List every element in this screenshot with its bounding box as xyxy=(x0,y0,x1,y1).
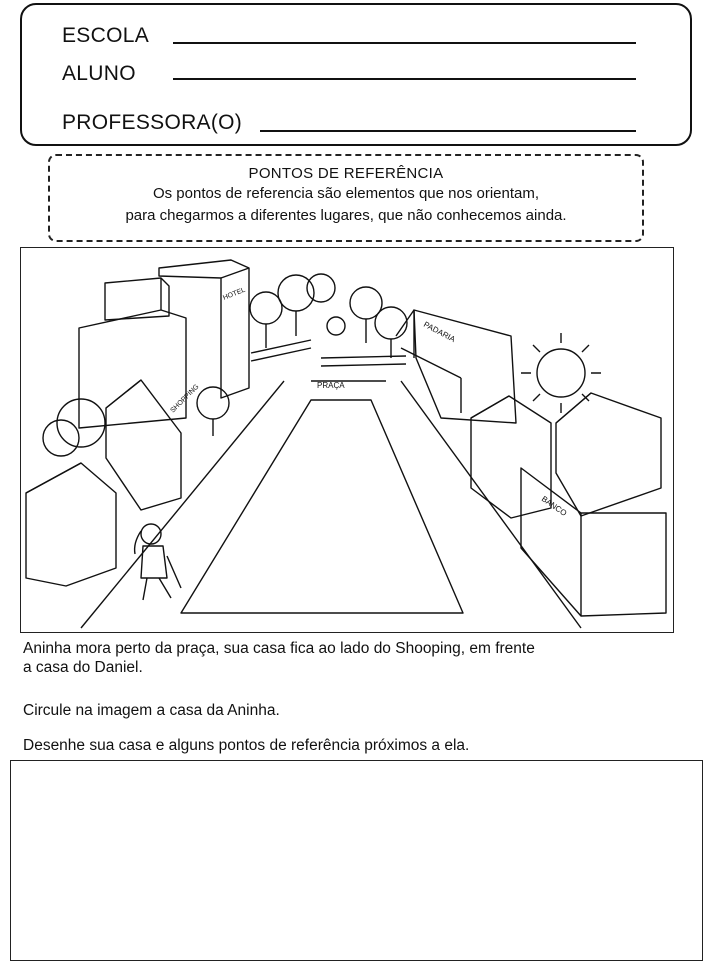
student-line[interactable] xyxy=(173,78,636,80)
plaza xyxy=(181,400,463,613)
label-banco: BANCO xyxy=(539,494,569,518)
info-line-2: para chegarmos a diferentes lugares, que não conhecemos ainda. xyxy=(125,207,567,224)
label-padaria: PADARIA xyxy=(422,319,457,344)
question-3: Desenhe sua casa e alguns pontos de referência próximos a ela. xyxy=(23,737,470,754)
question-1-line-2: a casa do Daniel. xyxy=(23,659,143,676)
hotel-building xyxy=(159,260,249,398)
shopping-building xyxy=(106,380,201,510)
question-2: Circule na imagem a casa da Aninha. xyxy=(23,702,280,719)
label-hotel: HOTEL xyxy=(222,286,247,302)
student-label: ALUNO xyxy=(62,62,136,85)
question-1 xyxy=(23,639,535,677)
padaria-building xyxy=(396,310,516,423)
drawing-area[interactable] xyxy=(10,760,703,961)
teacher-line[interactable] xyxy=(260,130,636,132)
house-right-middle xyxy=(471,396,551,518)
sun-icon xyxy=(521,333,601,413)
info-title: PONTOS DE REFERÊNCIA xyxy=(248,165,444,182)
school-label: ESCOLA xyxy=(62,24,149,47)
building-left-tower xyxy=(79,278,186,428)
question-1-line-1: Aninha mora perto da praça, sua casa fica ao lado do Shooping, em frente xyxy=(23,640,535,657)
house-left-front xyxy=(26,463,116,586)
street xyxy=(81,381,581,628)
info-box xyxy=(48,154,644,242)
house-right-back xyxy=(556,393,661,516)
fence xyxy=(251,317,406,366)
label-shopping: SHOPPING xyxy=(169,383,201,415)
city-illustration xyxy=(20,247,674,633)
teacher-label: PROFESSORA(O) xyxy=(62,111,243,134)
banco-building xyxy=(521,468,666,616)
info-line-1: Os pontos de referencia são elementos que nos orientam, xyxy=(152,185,540,202)
label-praca: PRAÇA xyxy=(317,381,345,390)
school-line[interactable] xyxy=(173,42,636,44)
